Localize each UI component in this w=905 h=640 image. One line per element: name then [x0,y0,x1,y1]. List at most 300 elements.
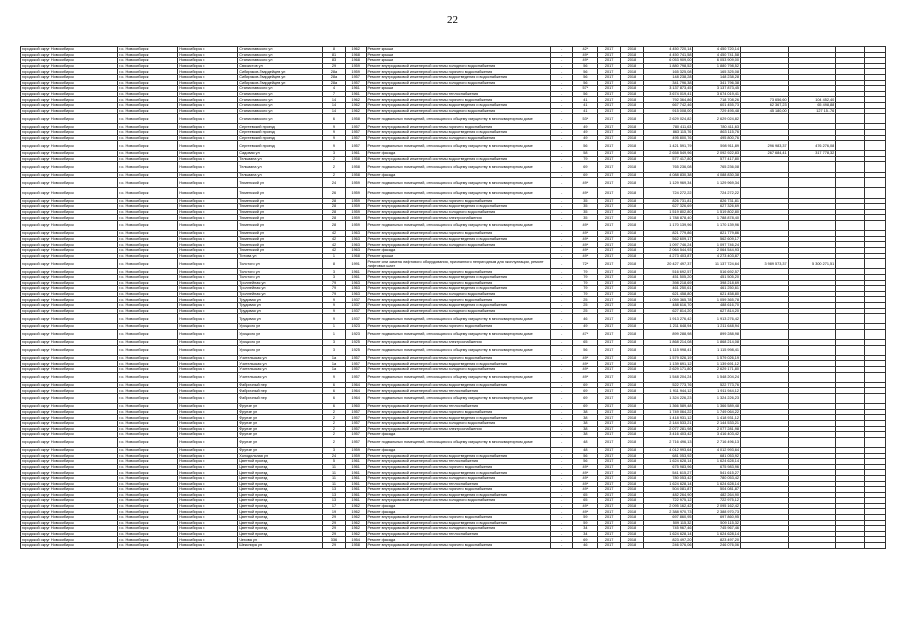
area-cell: 35 [573,204,598,210]
street-cell: Станиславского ул [238,108,323,114]
street-cell: Цветной проезд [238,464,323,470]
dash-cell: - [550,420,573,426]
street-cell: Шекспира ул [238,543,323,549]
work-type-cell: Ремонт крыши [366,86,550,92]
settlement-cell: г.о. Новосибирск [118,487,178,493]
settlement-cell: г.о. Новосибирск [118,209,178,215]
year-end-cell: 2018 [621,345,644,355]
year-start-cell: 2017 [598,537,621,543]
street-cell: Цветной проезд [238,481,323,487]
fund-cost-cell: 780 053,42 [693,475,741,481]
year-end-cell: 2018 [621,91,644,97]
dash-cell: - [550,447,573,453]
area-cell: 79 [573,291,598,297]
street-cell: Тюменский ул [238,198,323,204]
area-cell: 59 [573,515,598,521]
year-end-cell: 2018 [621,114,644,124]
dash-cell: - [550,487,573,493]
area-cell: 38 [573,415,598,421]
house-cell: 2 [323,437,346,447]
year-start-cell: 2017 [598,432,621,438]
year-end-cell: 2018 [621,236,644,242]
fund-cost-cell: 2 716 496,13 [693,437,741,447]
year-end-cell: 2018 [621,367,644,373]
area-cell: 41 [573,102,598,108]
year-end-cell: 2018 [621,280,644,286]
city-cell: Новосибирск г. [178,231,238,237]
year-start-cell: 2017 [598,269,621,275]
year-start-cell: 2017 [598,114,621,124]
year-cell: 1937 [345,314,366,324]
street-cell: Тельмана ул [238,156,323,162]
total-cost-cell: 1 548 204,24 [643,372,693,382]
extra-cost-1-cell: 45 180,00 [741,108,789,114]
year-start-cell: 2017 [598,361,621,367]
dash-cell: - [550,129,573,135]
house-cell: 11 [323,475,346,481]
year-end-cell: 2018 [621,453,644,459]
total-cost-cell: 4 273 403,87 [643,253,693,259]
fund-cost-cell: 2 629 024,82 [693,114,741,124]
settlement-cell: г.о. Новосибирск [118,253,178,259]
area-cell: 56 [573,63,598,69]
house-cell: 3 [323,151,346,157]
year-cell: 1961 [345,470,366,476]
work-type-cell: Ремонт внутридомовой инженерной системы водоотведения и водоснабжения [366,286,550,292]
dash-cell: - [550,114,573,124]
street-cell: Цветной проезд [238,509,323,515]
dash-cell: - [550,432,573,438]
area-cell: 34 [573,531,598,537]
fund-cost-cell: 482 264,90 [693,492,741,498]
house-cell: 1 [323,329,346,339]
area-cell: 59 [573,520,598,526]
year-cell: 1963 [345,286,366,292]
fund-cost-cell: 516 692,57 [693,269,741,275]
house-cell: 14 [323,102,346,108]
settlement-cell: г.о. Новосибирск [118,286,178,292]
fund-cost-cell: 681 053,92 [693,453,741,459]
dash-cell: - [550,367,573,373]
year-start-cell: 2017 [598,509,621,515]
settlement-cell: г.о. Новосибирск [118,86,178,92]
year-cell: 1958 [345,114,366,124]
dash-cell: - [550,135,573,141]
area-cell: 79 [573,269,598,275]
settlement-cell: г.о. Новосибирск [118,58,178,64]
extra-cost-2-cell: 5 300 271,51 [788,259,836,269]
street-cell: Цветной проезд [238,459,323,465]
work-type-cell: Ремонт подвальных помещений, относящихся к общему имуществу в многоквартирном доме [366,345,550,355]
dash-cell: - [550,537,573,543]
dash-cell: - [550,204,573,210]
year-cell: 1961 [345,459,366,465]
dash-cell: - [550,394,573,404]
work-type-cell: Ремонт внутридомовой инженерной системы теплоснабжения [366,404,550,410]
city-cell: Новосибирск г. [178,286,238,292]
year-end-cell: 2018 [621,52,644,58]
street-cell: Станиславского ул [238,114,323,124]
year-cell: 1957 [345,432,366,438]
house-cell: 3 [323,269,346,275]
year-start-cell: 2017 [598,209,621,215]
settlement-cell: г.о. Новосибирск [118,526,178,532]
city-cell: Новосибирск г. [178,520,238,526]
district-cell: городской округ Новосибирск [21,102,118,108]
year-start-cell: 2017 [598,531,621,537]
dash-cell: - [550,242,573,248]
district-cell: городской округ Новосибирск [21,415,118,421]
area-cell: 47* [573,329,598,339]
year-cell: 1963 [345,280,366,286]
fund-cost-cell: 722 975,12 [693,498,741,504]
fund-cost-cell: 1 170 139,96 [693,221,741,231]
year-start-cell: 2017 [598,355,621,361]
work-type-cell: Ремонт внутридомовой инженерной системы водоотведения и водоснабжения [366,302,550,308]
year-cell: 1962 [345,520,366,526]
year-cell: 1961 [345,464,366,470]
year-end-cell: 2018 [621,543,644,549]
fund-cost-cell: 675 983,96 [693,464,741,470]
year-end-cell: 2018 [621,537,644,543]
area-cell: 49* [573,58,598,64]
area-cell: 53* [573,114,598,124]
total-cost-cell: 165 325,08 [643,69,693,75]
house-cell: 13 [323,492,346,498]
city-cell: Новосибирск г. [178,198,238,204]
fund-cost-cell: 2 144 533,21 [693,420,741,426]
house-cell: 11 [323,464,346,470]
empty-cell [836,114,865,124]
settlement-cell: г.о. Новосибирск [118,394,178,404]
area-cell: 65 [573,340,598,346]
settlement-cell: г.о. Новосибирск [118,172,178,178]
city-cell: Новосибирск г. [178,372,238,382]
year-cell: 1957 [345,426,366,432]
house-cell: 42 [323,236,346,242]
work-type-cell: Ремонт подвальных помещений, относящихся к общему имуществу в многоквартирном доме [366,221,550,231]
district-cell: городской округ Новосибирск [21,426,118,432]
work-type-cell: Ремонт внутридомовой инженерной системы холодного водоснабжения [366,308,550,314]
year-start-cell: 2017 [598,215,621,221]
district-cell: городской округ Новосибирск [21,329,118,339]
house-cell: 42 [323,231,346,237]
total-cost-cell: 522 773,76 [643,382,693,388]
table-row [21,188,886,198]
total-cost-cell: 2 716 496,13 [643,437,693,447]
dash-cell: - [550,231,573,237]
area-cell: 49* [573,475,598,481]
work-type-cell: Ремонт внутридомовой инженерной системы водоотведения и водоснабжения [366,102,550,108]
district-cell: городской округ Новосибирск [21,526,118,532]
year-cell: 1961 [345,274,366,280]
dash-cell: - [550,437,573,447]
fund-cost-cell: 821 779,86 [693,231,741,237]
house-cell: 9 [323,129,346,135]
street-cell: Станиславского ул [238,97,323,103]
street-cell: Цветной проезд [238,526,323,532]
area-cell: 58 [573,151,598,157]
extra-cost-1-cell [741,314,789,324]
district-cell: городской округ Новосибирск [21,470,118,476]
extra-cost-1-cell: 62 367,23 [741,102,789,108]
dash-cell: - [550,269,573,275]
total-cost-cell: 745 967,46 [643,526,693,532]
year-start-cell: 2017 [598,102,621,108]
year-start-cell: 2017 [598,481,621,487]
dash-cell: - [550,340,573,346]
total-cost-cell: 722 975,12 [643,498,693,504]
district-cell: городской округ Новосибирск [21,286,118,292]
year-start-cell: 2017 [598,492,621,498]
work-type-cell: Ремонт внутридомовой инженерной системы водоотведения и водоснабжения [366,492,550,498]
year-end-cell: 2018 [621,409,644,415]
street-cell: Тюменский ул [238,215,323,221]
district-cell: городской округ Новосибирск [21,464,118,470]
table-row [21,329,886,339]
city-cell: Новосибирск г. [178,58,238,64]
district-cell: городской округ Новосибирск [21,80,118,86]
district-cell: городской округ Новосибирск [21,204,118,210]
street-cell: Фабричный пер [238,388,323,394]
total-cost-cell: 1 139 691,12 [643,361,693,367]
house-cell: 6 [323,382,346,388]
year-end-cell: 2018 [621,141,644,151]
total-cost-cell: 488 616,70 [643,302,693,308]
year-start-cell: 2017 [598,97,621,103]
house-cell: 28 [323,209,346,215]
total-cost-cell: 780 411,63 [643,124,693,130]
year-end-cell: 2018 [621,231,644,237]
area-cell: 56 [573,459,598,465]
street-cell: Учительская ул [238,367,323,373]
year-end-cell: 2018 [621,63,644,69]
city-cell: Новосибирск г. [178,102,238,108]
street-cell: Фрунзе ул [238,420,323,426]
total-cost-cell: 821 779,86 [643,231,693,237]
district-cell: городской округ Новосибирск [21,178,118,188]
total-cost-cell: 1 579 026,19 [643,355,693,361]
dash-cell: - [550,509,573,515]
street-cell: Троллейная ул [238,286,323,292]
house-cell: 79 [323,291,346,297]
street-cell: Учительская ул [238,355,323,361]
fund-cost-cell: 1 059 365,78 [693,297,741,303]
total-cost-cell: 724 272,22 [643,188,693,198]
year-end-cell: 2018 [621,464,644,470]
work-type-cell: Ремонт подвальных помещений, относящихся к общему имуществу в многоквартирном доме [366,141,550,151]
city-cell: Новосибирск г. [178,80,238,86]
area-cell: 49* [573,487,598,493]
year-end-cell: 2018 [621,404,644,410]
area-cell: 49* [573,503,598,509]
district-cell: городской округ Новосибирск [21,74,118,80]
fund-cost-cell: 621 458,80 [693,291,741,297]
street-cell: Тюменский ул [238,231,323,237]
settlement-cell: г.о. Новосибирск [118,345,178,355]
area-cell: 41 [573,97,598,103]
settlement-cell: г.о. Новосибирск [118,415,178,421]
year-cell: 1925 [345,340,366,346]
year-start-cell: 2017 [598,280,621,286]
house-cell: 9 [323,372,346,382]
area-cell: 49* [573,509,598,515]
settlement-cell: г.о. Новосибирск [118,470,178,476]
area-cell: 49* [573,481,598,487]
year-end-cell: 2018 [621,47,644,53]
total-cost-cell: 1 911 944,12 [643,388,693,394]
city-cell: Новосибирск г. [178,515,238,521]
dash-cell: - [550,291,573,297]
dash-cell: - [550,274,573,280]
empty-cell [836,141,865,151]
city-cell: Новосибирск г. [178,537,238,543]
city-cell: Новосибирск г. [178,426,238,432]
area-cell: 49* [573,464,598,470]
district-cell: городской округ Новосибирск [21,345,118,355]
settlement-cell: г.о. Новосибирск [118,280,178,286]
work-type-cell: Ремонт внутридомовой инженерной системы горячего водоснабжения [366,231,550,237]
year-end-cell: 2018 [621,355,644,361]
district-cell: городской округ Новосибирск [21,459,118,465]
street-cell: Садовая ул [238,151,323,157]
fund-cost-cell: 341 796,38 [693,80,741,86]
street-cell: Фрунзе ул [238,404,323,410]
total-cost-cell: 1 868 214,08 [643,340,693,346]
work-type-cell: Ремонт подвальных помещений, относящихся к общему имуществу в многоквартирном доме [366,329,550,339]
year-end-cell: 2018 [621,526,644,532]
house-cell: 13 [323,487,346,493]
house-cell: 5 [323,459,346,465]
year-end-cell: 2018 [621,302,644,308]
district-cell: городской округ Новосибирск [21,209,118,215]
year-cell: 1961 [345,487,366,493]
settlement-cell: г.о. Новосибирск [118,247,178,253]
street-cell: Фрунзе ул [238,426,323,432]
work-type-cell: Ремонт внутридомовой инженерной системы горячего водоснабжения [366,69,550,75]
area-cell: 35 [573,198,598,204]
house-cell: 2 [323,162,346,172]
table-row [21,543,886,549]
fund-cost-cell: 461 250,61 [693,286,741,292]
extra-cost-1-cell [741,188,789,198]
area-cell: 49* [573,361,598,367]
fund-cost-cell: 1 911 944,12 [693,388,741,394]
city-cell: Новосибирск г. [178,367,238,373]
city-cell: Новосибирск г. [178,280,238,286]
settlement-cell: г.о. Новосибирск [118,543,178,549]
total-cost-cell: 451 505,20 [643,274,693,280]
total-cost-cell: 246 076,06 [643,543,693,549]
city-cell: Новосибирск г. [178,503,238,509]
street-cell: Учительская ул [238,361,323,367]
year-cell: 1957 [345,141,366,151]
year-cell: 1959 [345,453,366,459]
table-row [21,178,886,188]
year-cell: 1963 [345,242,366,248]
total-cost-cell: 2 629 171,80 [643,367,693,373]
year-cell: 1958 [345,172,366,178]
empty-cell [836,221,865,231]
year-cell: 1958 [345,162,366,172]
dash-cell: - [550,426,573,432]
work-type-cell: Ремонт подвальных помещений, относящихся к общему имуществу в многоквартирном доме [366,437,550,447]
year-start-cell: 2017 [598,221,621,231]
district-cell: городской округ Новосибирск [21,135,118,141]
year-end-cell: 2018 [621,274,644,280]
settlement-cell: г.о. Новосибирск [118,432,178,438]
house-cell: 29 [323,520,346,526]
settlement-cell: г.о. Новосибирск [118,63,178,69]
extra-cost-1-cell [741,178,789,188]
total-cost-cell: 341 796,38 [643,80,693,86]
year-start-cell: 2017 [598,52,621,58]
year-end-cell: 2018 [621,426,644,432]
street-cell: Тюменский ул [238,209,323,215]
city-cell: Новосибирск г. [178,302,238,308]
year-end-cell: 2018 [621,340,644,346]
year-cell: 1961 [345,91,366,97]
dash-cell: - [550,172,573,178]
city-cell: Новосибирск г. [178,259,238,269]
settlement-cell: г.о. Новосибирск [118,537,178,543]
year-end-cell: 2018 [621,129,644,135]
dash-cell: - [550,52,573,58]
year-cell: 1961 [345,269,366,275]
extra-cost-2-cell [788,437,836,447]
city-cell: Новосибирск г. [178,269,238,275]
street-cell: Цветной проезд [238,475,323,481]
year-cell: 1957 [345,80,366,86]
year-start-cell: 2017 [598,404,621,410]
total-cost-cell: 2 095 162,42 [643,503,693,509]
street-cell: Тюменский ул [238,178,323,188]
area-cell: 57* [573,86,598,92]
dash-cell: - [550,314,573,324]
house-cell: 3 [323,274,346,280]
house-cell: 11 [323,470,346,476]
extra-cost-1-cell [741,345,789,355]
dash-cell: - [550,63,573,69]
year-end-cell: 2018 [621,156,644,162]
city-cell: Новосибирск г. [178,432,238,438]
street-cell: Цветной проезд [238,487,323,493]
district-cell: городской округ Новосибирск [21,97,118,103]
settlement-cell: г.о. Новосибирск [118,108,178,114]
fund-cost-cell: 765 236,08 [693,162,741,172]
year-start-cell: 2017 [598,135,621,141]
total-cost-cell: 2 388 970,73 [643,509,693,515]
settlement-cell: г.о. Новосибирск [118,481,178,487]
year-end-cell: 2018 [621,447,644,453]
street-cell: Урицкого ул [238,324,323,330]
total-cost-cell: 1 624 628,14 [643,531,693,537]
city-cell: Новосибирск г. [178,498,238,504]
extra-cost-2-cell [788,162,836,172]
total-cost-cell: 4 012 993,64 [643,447,693,453]
year-end-cell: 2018 [621,382,644,388]
year-end-cell: 2018 [621,394,644,404]
house-cell: 28a [323,74,346,80]
year-start-cell: 2017 [598,409,621,415]
dash-cell: - [550,124,573,130]
year-start-cell: 2017 [598,74,621,80]
district-cell: городской округ Новосибирск [21,52,118,58]
settlement-cell: г.о. Новосибирск [118,302,178,308]
area-cell: 49* [573,253,598,259]
area-cell: 49 [573,324,598,330]
work-type-cell: Ремонт подвальных помещений, относящихся к общему имуществу в многоквартирном доме [366,114,550,124]
